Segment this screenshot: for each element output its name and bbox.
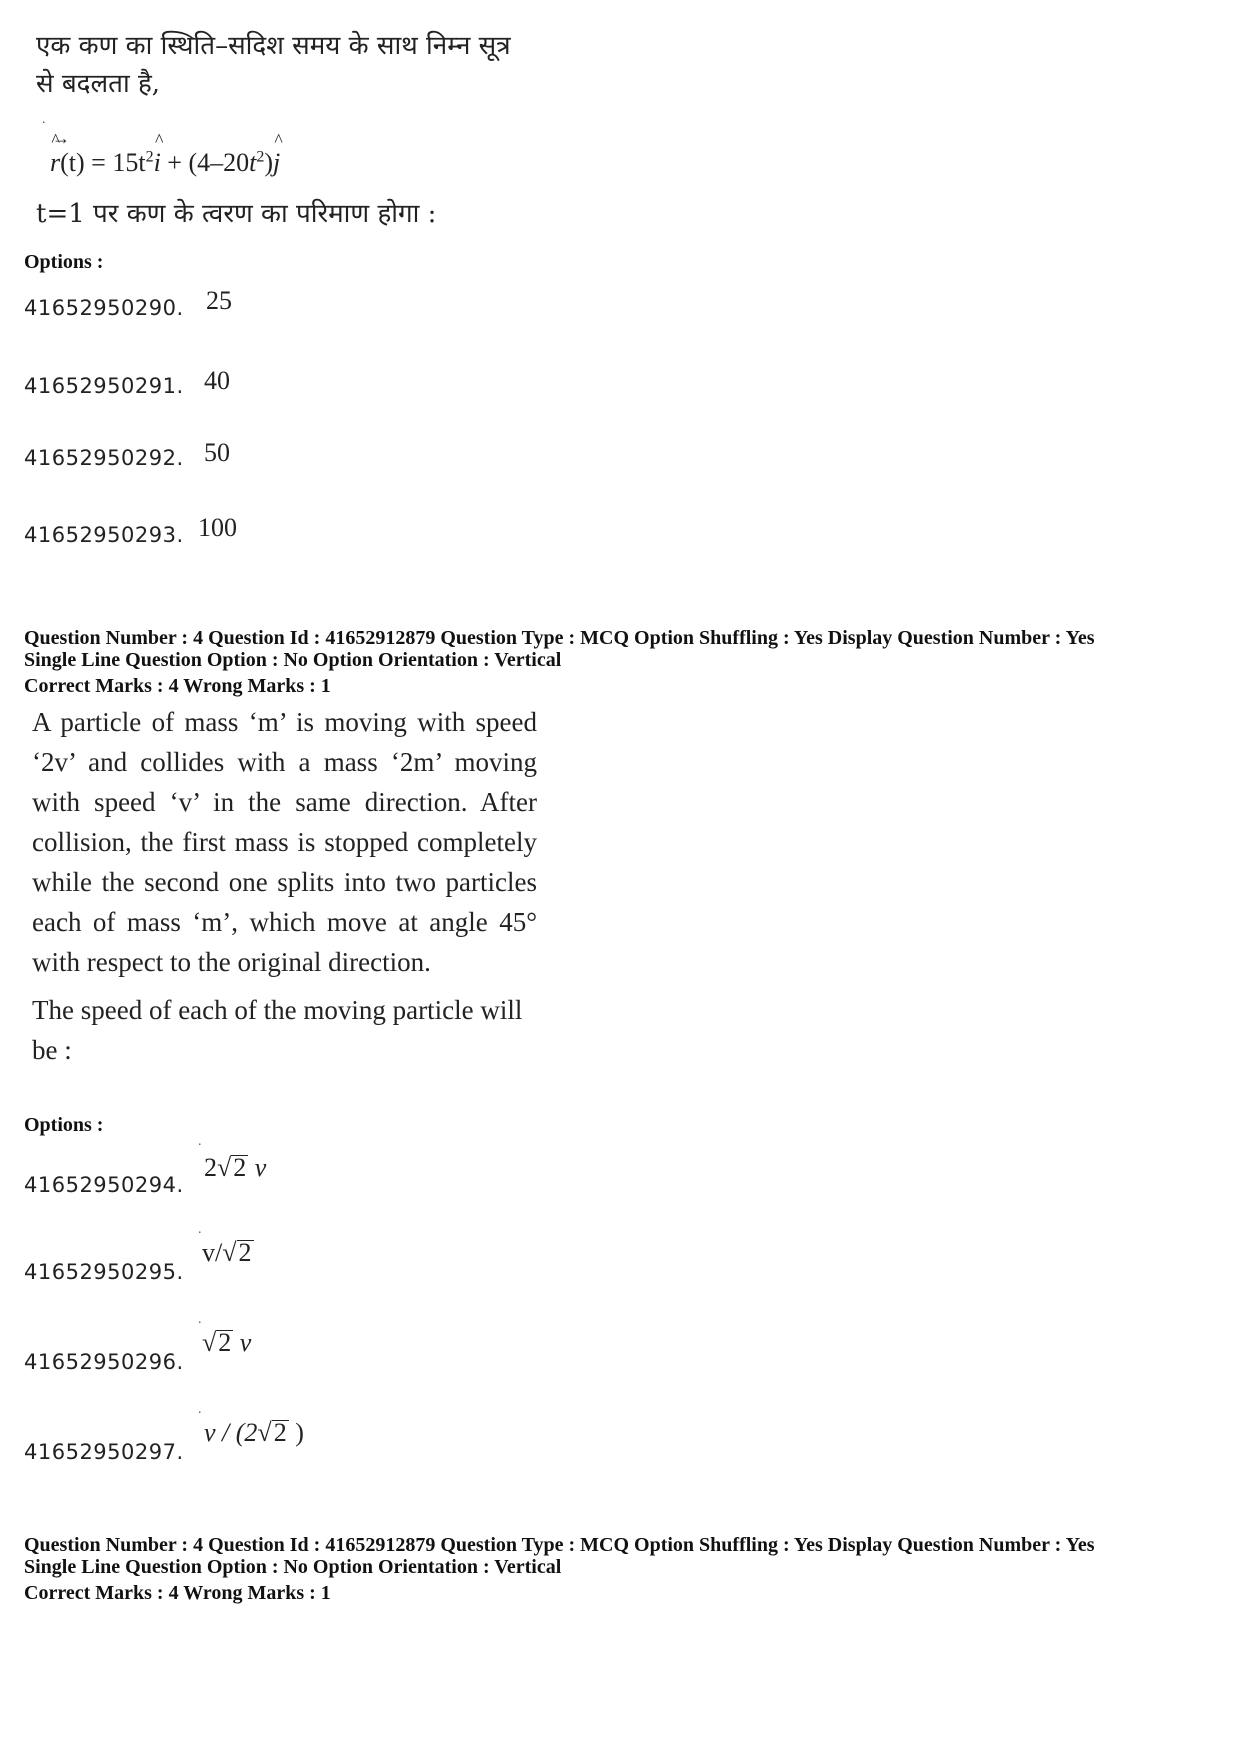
- marks-line: Correct Marks : 4 Wrong Marks : 1: [24, 675, 331, 697]
- stray-dot: .: [198, 1312, 202, 1327]
- option-id: 41652950295.: [24, 1260, 184, 1284]
- unit-vector-i: ^ i: [154, 148, 161, 178]
- stray-dot: .: [198, 1222, 202, 1237]
- option-id: 41652950290.: [24, 296, 184, 320]
- option-value: v/√2: [202, 1238, 252, 1267]
- option-row[interactable]: [24, 1238, 252, 1284]
- option-row[interactable]: [24, 513, 237, 547]
- option-value: 2√2 v: [204, 1153, 267, 1182]
- formula-term1-exp: 2: [145, 148, 154, 166]
- hindi-question-line3: t=1 पर कण के त्वरण का परिमाण होगा :: [36, 199, 437, 229]
- options-label-2: Options :: [24, 1114, 104, 1136]
- question-paragraph-2: The speed of each of the moving particle will be :: [32, 995, 523, 1065]
- option-row[interactable]: [24, 366, 230, 398]
- question-meta-line2: Single Line Question Option : No Option Orientation : Vertical: [24, 1556, 562, 1578]
- formula-term2-close: ): [264, 148, 274, 177]
- unit-vector-j: ^ j: [273, 148, 280, 178]
- formula-term1-coeff: 15t: [112, 148, 146, 177]
- option-value: √2 v: [202, 1328, 252, 1357]
- vector-r: ^ → r: [50, 148, 60, 178]
- formula-lhs-arg: (t) =: [60, 148, 113, 177]
- option-value: 50: [204, 438, 230, 467]
- question-meta-line1: Question Number : 4 Question Id : 41652912879 Question Type : MCQ Option Shuffling : Yes Display Question Number : Yes: [24, 627, 1095, 649]
- stray-dot: .: [42, 112, 46, 127]
- option-id: 41652950292.: [24, 446, 184, 470]
- option-row[interactable]: [24, 1418, 304, 1464]
- option-id: 41652950296.: [24, 1350, 184, 1374]
- stray-dot: .: [198, 1134, 202, 1149]
- marks-line: Correct Marks : 4 Wrong Marks : 1: [24, 1582, 331, 1604]
- option-value: 40: [204, 366, 230, 395]
- formula-term2-var: t: [249, 148, 257, 177]
- option-row[interactable]: [24, 1328, 252, 1374]
- question-paragraph-1: A particle of mass ‘m’ is moving with speed ‘2v’ and collides with a mass ‘2m’ moving with speed ‘v’ in the same direction. After collision, the first mass is stopped completely while the second one splits into two particles each of mass ‘m’, which move at angle 45° with respect to the original direction.: [32, 707, 537, 977]
- option-value: v / (2√2 ): [204, 1418, 304, 1447]
- option-id: 41652950294.: [24, 1173, 184, 1197]
- options-label-1: Options :: [24, 251, 104, 273]
- option-row[interactable]: [24, 438, 230, 470]
- option-id: 41652950297.: [24, 1440, 184, 1464]
- question-text: [32, 702, 537, 1070]
- question-meta-line2: Single Line Question Option : No Option Orientation : Vertical: [24, 649, 562, 671]
- option-value: 25: [206, 286, 232, 315]
- question-meta-line1: Question Number : 4 Question Id : 41652912879 Question Type : MCQ Option Shuffling : Yes Display Question Number : Yes: [24, 1534, 1095, 1556]
- vector-arrow-icon: ^ →: [52, 128, 70, 148]
- formula-plus: +: [160, 148, 189, 177]
- stray-dot: .: [198, 1402, 202, 1417]
- hindi-question-line2: से बदलता है,: [36, 69, 161, 99]
- hindi-question-line1: एक कण का स्थिति–सदिश समय के साथ निम्न सूत्र: [36, 31, 511, 61]
- option-id: 41652950293.: [24, 523, 184, 547]
- option-value: 100: [198, 513, 237, 542]
- position-vector-formula: [50, 128, 281, 178]
- option-row[interactable]: [24, 1153, 267, 1197]
- formula-term2-exp: 2: [256, 148, 265, 166]
- option-row[interactable]: [24, 286, 232, 320]
- option-id: 41652950291.: [24, 374, 184, 398]
- formula-term2-open: (4–20: [188, 148, 250, 177]
